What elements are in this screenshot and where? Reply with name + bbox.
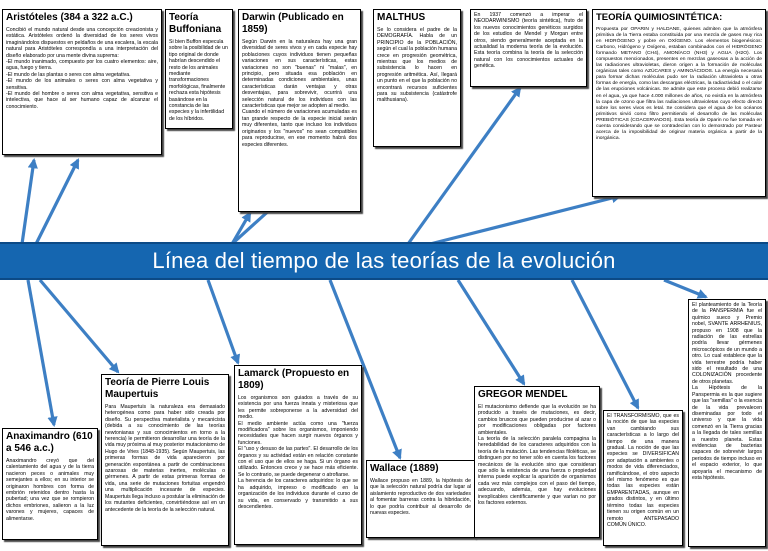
box-body: Los organismos son guiados a través de su existencia por una fuerza innata y misteriosa que les permite sobreponerse a la adversidad del medio. El medio ambiente actúa como una "fuerza modificadora" sobre los organismos, imponiendo necesidades que hacen surgir nuevos órganos y funciones. El "uso y desuso de las partes". El desarrollo de los órganos y su actividad están en relación constante con el uso que de ellos se haga. Si un órgano es utilizado. Entonces crece y se hace más eficiente. Se lo contrario, se puede degenerar o atrofiarse. La herencia de los caracteres adquiridos: lo que se ha adquirido, impreso o modificado en la organización de los individuos durante el curso de su vida, en conservado y transmitido a sus descendientes. bbox=[238, 395, 358, 510]
arrow-to-anaximandro bbox=[28, 280, 54, 425]
box-title: Darwin (Publicado en 1859) bbox=[242, 12, 344, 35]
arrow-to-mendel bbox=[458, 280, 524, 384]
box-body: El mutacionismo defiende que la evolución se ha producido a través de mutaciones, es decir, cambios bruscos que pueden producirse al azar o por modificaciones obligadas por factores ambientales. La teoría de la selección paralela compagina la heredabilidad de los caracteres adquiridos con la teoría de la mutación. Las tendencias filoléticas, se distinguen por no tener sólo en cuenta los factores mecánicos de la evolución sino que consideran que sólo la existencia de una fuerza o propiedad interna puede explicar la aparición de organismos cada vez más complejos con el paso del tiempo, adecuando, además, que hay evoluciones inexplicables científicamente y que varían no por los factores externos. bbox=[478, 404, 596, 507]
box-body: Propuesta por OPARIN y HALDANE, quienes admiten que la atmósfera primitiva de la Tierra estaba constituida por una mezcla de gases muy rica en HIDRÓGENO y pobre en OXÍGENO. Los elementos biogenésicos: Carbono, Hidrógeno y Oxígeno, estaban combinados con el HIDRÓGENO formando METANO (CH4), AMONÍACO (NH3) y AGUA (H2O). Los compuestos mencionados, presentes en mezclas gaseosas a la acción de las radiaciones ultravioletas, dieron origen a la formación de moléculas orgánicas tales como AZÚCARES y AMINOÁCIDOS. La energía necesaria para formar dichas moléculas pudo ser la radiación ultravioleta u otras formas de energía, como las descargas eléctricas, la radiactividad o el calor de las erupciones volcánicas. Se admite que este proceso debió realizarse en el agua, ya que hace 4.000 millones de años, no existía en la atmósfera la capa de ozono que filtra las radiaciones ultravioletas cuyo efecto directo sobre los seres vivos es letal. Se considera que el agua de los océanos primitivos sirvió como filtro permitiendo el desarrollo de las moléculas PREBIÓTICAS (COACERVADOS). Esta teoría de Oparin no fue tomada en cuenta considerando que se contradecían con lo demostrado por Pasteur acerca de la imposibilidad de originar materia orgánica a partir de la inorgánica. bbox=[596, 27, 762, 141]
box-title: Lamarck (Propuesto en 1809) bbox=[238, 368, 350, 391]
arrow-to-maupertuis bbox=[40, 280, 118, 372]
box-quimiosintetica bbox=[592, 9, 766, 197]
box-anaximandro bbox=[2, 428, 98, 540]
arrow-to-buffon bbox=[36, 160, 78, 244]
box-body: Según Darwin en la naturaleza hay una gran diversidad de seres vivos y en cada especie hay poblaciones cuyos individuos tienen pequeñas variaciones en sus características, estas variaciones no son "buenas" ni "malas", en principio, pero situada esa población en determinadas condiciones ambientales, unas características darán ventajas y otras desventajas, para sobrevivir, ocurrirá una selección natural de los individuos con las características que mejor se adopten al medio. Cuando el número de variaciones acumuladas es tan grande respecto de la especie inicial serán muy diferentes, tanto que incluso los individuos originarios y los "nuevos" no sean compatibles para reproducirse, en ese momento habrá dos especies diferentes. bbox=[242, 39, 357, 148]
box-title: TEORÍA QUIMIOSINTÉTICA: bbox=[596, 12, 723, 23]
box-mendel bbox=[474, 386, 600, 538]
box-title: Wallace (1889) bbox=[370, 463, 439, 474]
box-lamarck bbox=[234, 365, 362, 545]
box-title: Anaximandro (610 a 546 a.c.) bbox=[6, 431, 93, 454]
box-title: GREGOR MENDEL bbox=[478, 389, 568, 400]
box-body: Anaximandro creyó que del calentamiento del agua y de la tierra nacieron peces o animales muy semejantes a ellos; en su interior se originaron hombres con forma de embrión retenidos dentro hasta la pubertad; una vez que se rompieron dichos embriones, salieron a la luz varones y mujeres, capaces de alimentarse. bbox=[6, 458, 94, 522]
box-body: El TRANSFORMISMO, que es la noción de que las especies van cambiando sus características a lo largo del tiempo de una manera gradual. La noción de que las especies se DIVERSIFICAN por adaptación a ambientes o modos de vida diferenciados, ramificándose, el otro aspecto del mismo fenómeno es que todas las especies están EMPARENTADAS, aunque en grados distintos, y en último término todas las especies tienen su origen común en un remoto ANTEPASADO COMÚN ÚNICO. bbox=[607, 413, 679, 528]
box-neodarwinismo bbox=[470, 9, 587, 87]
box-body: Se lo considera el padre de la DEMOGRAFÍA. Habla de un PRINCIPIO de la POBLACIÓN, según el cual la población humana crece en progresión geométrica, mientras que los medios de subsistencia lo hacen en progresión aritmética. Así, llegará un punto en el que la población no encontrará recursos suficientes para su subsistencia (catástrofe malthusiana). bbox=[377, 27, 457, 104]
box-darwin bbox=[238, 9, 361, 212]
box-wallace bbox=[366, 460, 475, 538]
box-title: MALTHUS bbox=[377, 12, 426, 23]
box-transformismo bbox=[603, 410, 683, 546]
box-body: Si bien Buffon especula sobre la posibilidad de un tipo original de donde habrían descendido el resto de los animales mediante transformaciones morfológicas, finalmente rechaza esta hipótesis basándose en la constancia de las especies y la infertilidad de los híbridos. bbox=[169, 39, 228, 122]
box-body: Concibió el mundo natural desde una concepción creacionista y estática. Aristóteles ordenó la diversidad de los seres vivos imaginándolos dispuestos en peldaños de una escalera, la escala natural para Aristóteles correspondía a una interpretación del diseño elaborado por una mente divina suprema: -El mundo inanimado, compuesto por los cuatro elementos: aire, agua, fuego y tierra. -El mundo de las plantas o seres con alma vegetativa. -El mundo de los animales o seres con alma vegetativa y sensitiva. -El mundo del hombre o seres con alma vegetativa, sensitiva e intelectiva, que hace al ser humano capaz de alcanzar el conocimiento. bbox=[6, 27, 158, 110]
box-buffon bbox=[165, 9, 233, 129]
box-body: En 1937 comenzó a imperar el NEODARWINISMO (teoría sintética), fruto de los nuevos conocimientos genéticos surgidos de los estudios de Mendel y Morgan entre otros, siendo generalmente aceptada en la actualidad la moderna teoría de la evolución. Esta teoría combina la teoría de la selección natural con los conocimientos actuales de genética. bbox=[474, 12, 583, 70]
arrow-to-lamarck bbox=[208, 280, 238, 363]
box-panspermia bbox=[688, 299, 766, 547]
box-body: Para Maupertuis la naturaleza era demasiado heterogénea como para haber sido creada por diseño. Su perspectiva materialista y mecanicista (debida a su conocimiento de las teorías newtonianas y sus conocimientos en torno a la herencia) le permitieron desarrollar una teoría de la vida muy próxima al muy posterior mutacionismo de Hugo de Vries (1848-1935). Según Maupertuis, las primeras formas de vida aparecieron por generación espontánea a partir de combinaciones azarosas de materias inertes, moléculas o gérmenes. A partir de estas primeras formas de vida, una serie de mutaciones fortuitas engendró una multiplicación incesante de especies. Maupertuis llega incluso a postular la eliminación de los mutantes deficientes, convirtiéndose así en un antecedente de la teoría de la selección natural. bbox=[105, 404, 225, 513]
box-aristoteles bbox=[2, 9, 162, 155]
box-title: Aristóteles (384 a 322 a.C.) bbox=[6, 12, 133, 23]
arrow-to-panspermia bbox=[664, 280, 706, 297]
timeline-title: Línea del tiempo de las teorías de la evolución bbox=[152, 248, 616, 273]
box-body: Wallace propuso en 1889, la hipótesis de que la selección natural podría dar lugar al aislamiento reproductivo de dos variedades al fomentar barreras contra la hibridación, lo que podría contribuir al desarrollo de nuevas especies. bbox=[370, 478, 471, 517]
box-body: El planteamiento de la Teoría de la PANSPERMIA fue el químico sueco y Premio nobel, SVANTE ARRHENIUS, propuso en 1908 que la radiación de las estrellas podría llevar gérmenes microscópicos de un mundo a otro. Lo cual establece que la vida terrestre podría haber sido el resultado de una COLONIZACIÓN procedente de otros planetas. La Hipótesis de la Panspermia es la que sugiere que las "semillas" o la esencia de la vida prevalecen diseminadas por todo el universo y que la vida comenzó en la Tierra gracias a la llegada de tales semillas a nuestro planeta. Estas evidencias de bacterias capaces de sobrevivir largos periodos de tiempo incluso en el espacio exterior, lo que apoyaría el mecanismo de esta hipótesis. bbox=[692, 302, 762, 481]
box-maupertuis bbox=[101, 374, 229, 546]
arrow-to-aristoteles bbox=[22, 160, 34, 244]
arrow-to-quimiosintetica bbox=[430, 196, 620, 244]
box-title: Teoría Buffoniana bbox=[169, 12, 222, 35]
box-title: Teoría de Pierre Louis Maupertuis bbox=[105, 377, 210, 400]
box-malthus bbox=[373, 9, 461, 147]
